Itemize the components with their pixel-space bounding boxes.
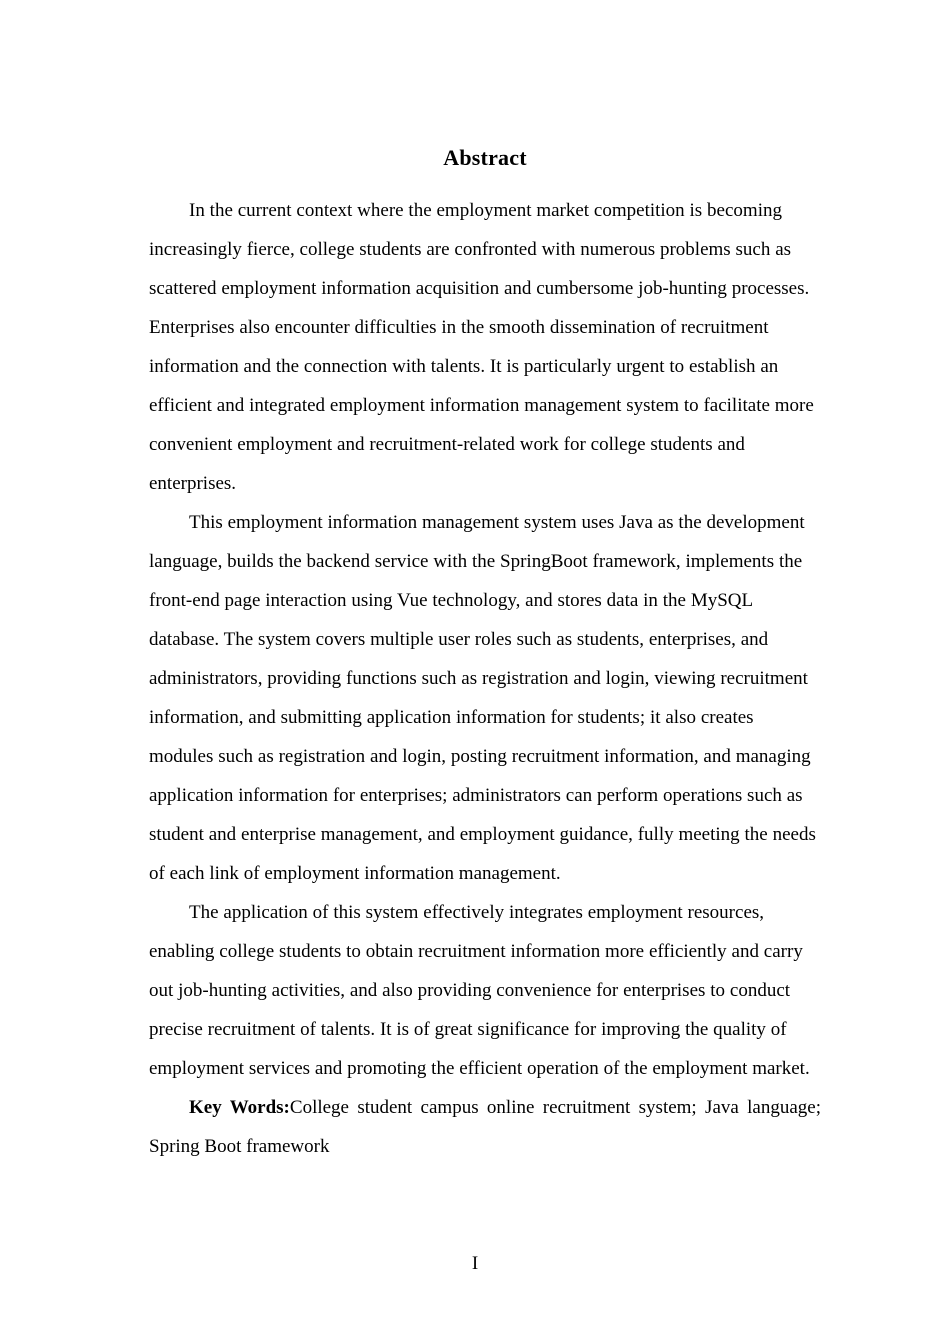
abstract-paragraph-1: In the current context where the employment market competition is becoming increasingly fierce, college students are confronted with numerous problems such as scattered employment information acquisition and cumbersome job-hunting processes. Enterprises also encounter difficulties in the smooth dissemination of recruitment information and the connection with talents. It is particularly urgent to establish an efficient and integrated employment information management system to facilitate more convenient employment and recruitment-related work for college students and enterprises. (149, 200, 814, 494)
abstract-paragraph-2: This employment information management system uses Java as the development language, builds the backend service with the SpringBoot framework, implements the front-end page interaction using Vue technology, and stores data in the MySQL database. The system covers multiple user roles such as students, enterprises, and administrators, providing functions such as registration and login, viewing recruitment information, and submitting application information for students; it also creates modules such as registration and login, posting recruitment information, and managing application information for enterprises; administrators can perform operations such as student and enterprise management, and employment guidance, fully meeting the needs of each link of employment information management. (149, 512, 816, 884)
title-spacer (149, 177, 821, 191)
page-number: I (471, 1253, 479, 1274)
page-content (149, 0, 821, 1166)
abstract-paragraph-3: The application of this system effectively integrates employment resources, enabling college students to obtain recruitment information more efficiently and carry out job-hunting activities, and also providing convenience for enterprises to conduct precise recruitment of talents. It is of great significance for improving the quality of employment services and promoting the efficient operation of the employment market. (149, 902, 810, 1079)
keywords-paragraph (149, 1088, 821, 1166)
keywords-label: Key Words: (189, 1097, 290, 1118)
keywords-value: College student campus online recruitment system; Java language; Spring Boot framework (149, 1097, 821, 1157)
page-title: Abstract (443, 145, 527, 170)
